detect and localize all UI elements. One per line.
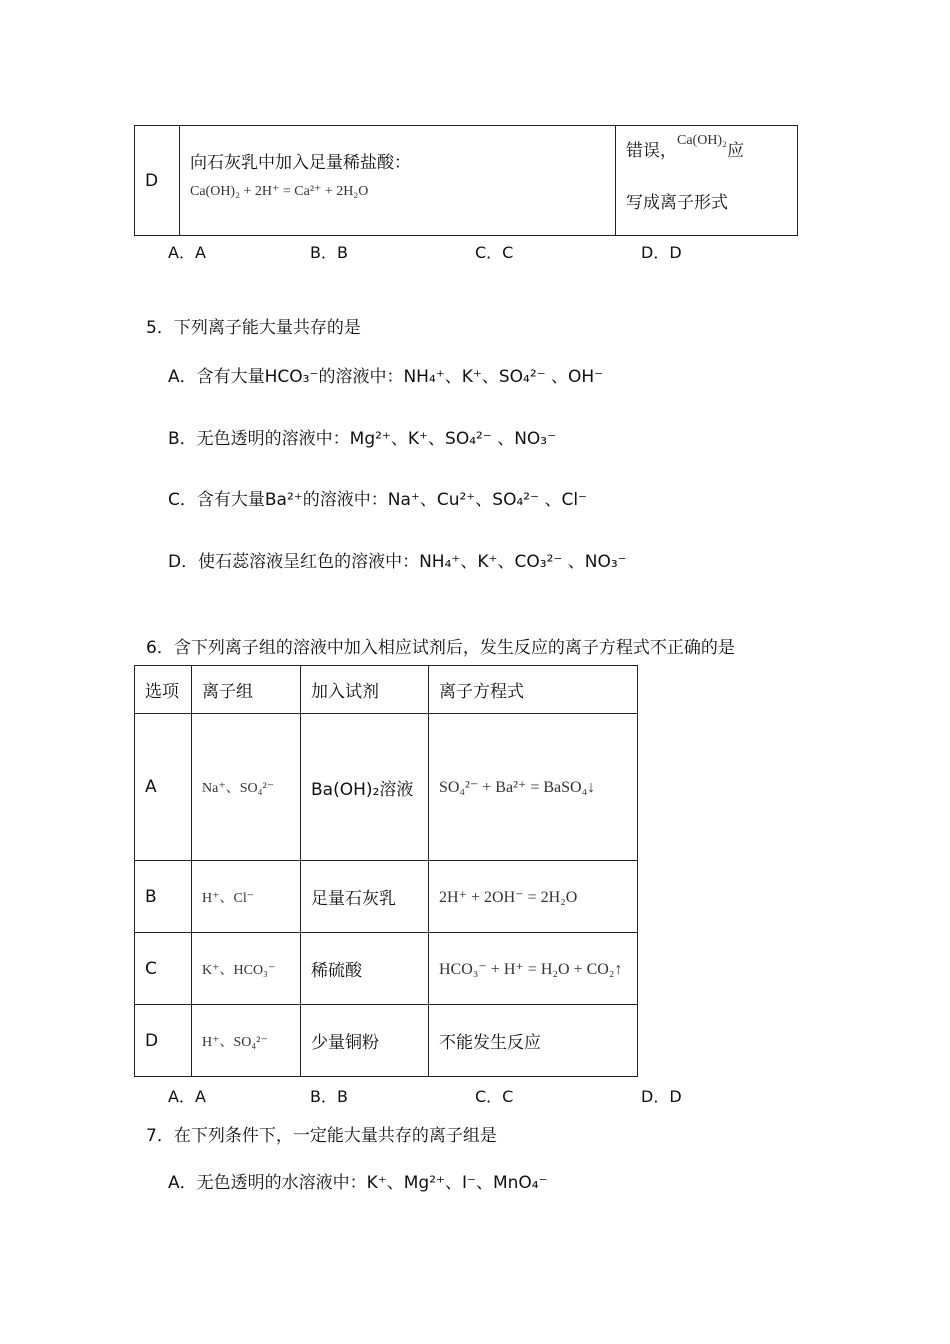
q6-row-c-reagent: 稀硫酸: [301, 933, 429, 1005]
q6-row-c-equation: HCO₃⁻ + H⁺ = H₂O + CO₂↑: [429, 933, 638, 1005]
top-option-d[interactable]: D．D: [641, 243, 682, 262]
q6-option-b[interactable]: B．B: [310, 1087, 348, 1106]
q6-header-equation: 离子方程式: [429, 666, 638, 714]
top-row-d-description: [180, 126, 616, 236]
top-row-d-eval-prefix: 错误，: [626, 141, 677, 161]
q5-option-b[interactable]: B．无色透明的溶液中：Mg²⁺、K⁺、SO₄²⁻ 、NO₃⁻: [168, 429, 557, 449]
q6-row-d-ions: H⁺、SO₄²⁻: [192, 1005, 301, 1077]
top-row-d-equation: Ca(OH)₂ + 2H⁺ = Ca²⁺ + 2H₂O: [190, 184, 369, 199]
top-row-d-eval-line2: 写成离子形式: [626, 193, 728, 213]
q6-row-b: [135, 861, 638, 933]
q6-header-option: 选项: [135, 666, 192, 714]
q6-row-d-equation: 不能发生反应: [429, 1005, 638, 1077]
q6-row-c-ions: K⁺、HCO₃⁻: [192, 933, 301, 1005]
q6-table: [134, 665, 638, 1077]
q6-row-c: [135, 933, 638, 1005]
q6-option-d[interactable]: D．D: [641, 1087, 682, 1106]
q6-header-row: [135, 666, 638, 714]
q7-stem: 7．在下列条件下，一定能大量共存的离子组是: [146, 1126, 497, 1146]
q7-option-a[interactable]: A．无色透明的水溶液中：K⁺、Mg²⁺、I⁻、MnO₄⁻: [168, 1173, 548, 1193]
top-option-c[interactable]: C．C: [475, 243, 514, 262]
q6-option-a[interactable]: A．A: [168, 1087, 206, 1106]
top-row-d-desc-text: 向石灰乳中加入足量稀盐酸：: [190, 153, 411, 173]
top-option-b[interactable]: B．B: [310, 243, 348, 262]
top-row-d-eval-formula: Ca(OH)₂: [677, 133, 727, 148]
q6-row-a-reagent: Ba(OH)₂溶液: [301, 714, 429, 861]
q6-row-b-option: B: [135, 861, 192, 933]
top-row-d-evaluation: [616, 126, 798, 236]
q6-header-reagent: 加入试剂: [301, 666, 429, 714]
q6-row-b-ions: H⁺、Cl⁻: [192, 861, 301, 933]
q6-header-ions: 离子组: [192, 666, 301, 714]
q5-stem: 5．下列离子能大量共存的是: [146, 318, 361, 338]
q6-row-a-ions: Na⁺、SO₄²⁻: [192, 714, 301, 861]
q6-row-b-equation: 2H⁺ + 2OH⁻ = 2H₂O: [429, 861, 638, 933]
q6-row-d-reagent: 少量铜粉: [301, 1005, 429, 1077]
q6-row-d-option: D: [135, 1005, 192, 1077]
q6-row-a-equation: SO₄²⁻ + Ba²⁺ = BaSO₄↓: [429, 714, 638, 861]
q5-option-c[interactable]: C．含有大量Ba²⁺的溶液中：Na⁺、Cu²⁺、SO₄²⁻ 、Cl⁻: [168, 490, 588, 510]
top-option-a[interactable]: A．A: [168, 243, 206, 262]
top-row-d-label: D: [135, 126, 180, 236]
q6-row-a: [135, 714, 638, 861]
q5-option-a[interactable]: A．含有大量HCO₃⁻的溶液中：NH₄⁺、K⁺、SO₄²⁻ 、OH⁻: [168, 367, 604, 387]
q6-row-c-option: C: [135, 933, 192, 1005]
top-row-d-eval-mid: 应: [726, 141, 744, 161]
q6-row-b-reagent: 足量石灰乳: [301, 861, 429, 933]
top-table: [134, 125, 798, 236]
q6-option-c[interactable]: C．C: [475, 1087, 514, 1106]
q6-stem: 6．含下列离子组的溶液中加入相应试剂后，发生反应的离子方程式不正确的是: [146, 638, 735, 658]
q6-row-d: [135, 1005, 638, 1077]
q6-row-a-option: A: [135, 714, 192, 861]
q5-option-d[interactable]: D．使石蕊溶液呈红色的溶液中：NH₄⁺、K⁺、CO₃²⁻ 、NO₃⁻: [168, 552, 627, 572]
